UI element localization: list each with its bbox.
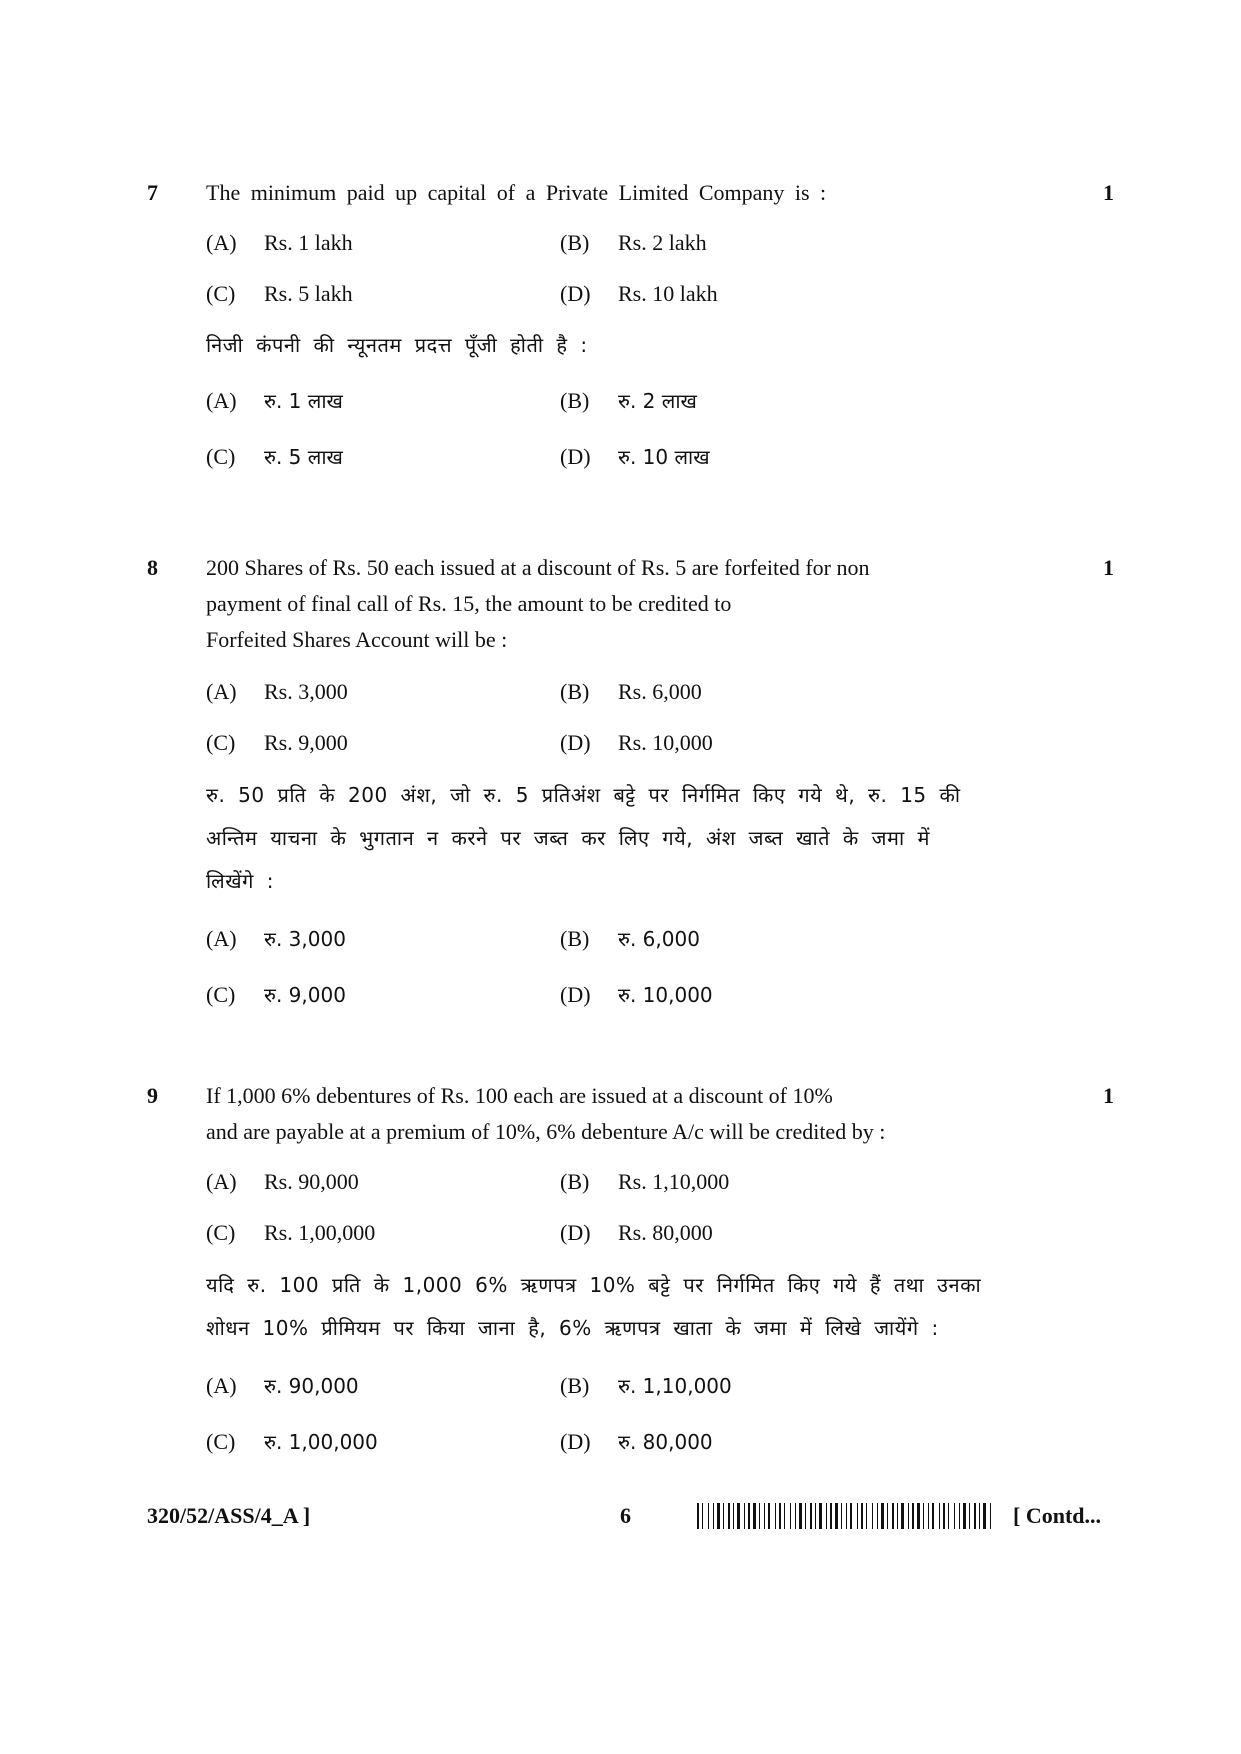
option-b-english: (B) Rs. 6,000 (560, 679, 702, 704)
option-a-english: (A) Rs. 3,000 (206, 679, 348, 704)
continued-label: [ Contd... (1013, 1503, 1102, 1528)
question-text-hindi: निजी कंपनी की न्यूनतम प्रदत्त पूँजी होती है : (206, 333, 588, 357)
option-d-hindi: (D) रु. 10 लाख (560, 444, 710, 469)
option-c-english: (C) Rs. 1,00,000 (206, 1220, 376, 1245)
option-a-english: (A) Rs. 90,000 (206, 1169, 359, 1194)
option-a-english: (A) Rs. 1 lakh (206, 230, 353, 255)
question-marks: 1 (1103, 555, 1114, 580)
question-marks: 1 (1103, 180, 1114, 205)
option-b-english: (B) Rs. 1,10,000 (560, 1169, 730, 1194)
option-b-hindi: (B) रु. 2 लाख (560, 388, 697, 413)
option-b-hindi: (B) रु. 1,10,000 (560, 1373, 732, 1398)
option-d-english: (D) Rs. 80,000 (560, 1220, 713, 1245)
option-d-hindi: (D) रु. 10,000 (560, 982, 713, 1007)
option-b-hindi: (B) रु. 6,000 (560, 926, 700, 951)
page-number: 6 (620, 1503, 631, 1528)
question-text-english: If 1,000 6% debentures of Rs. 100 each are issued at a discount of 10% and are payable at a premium of 10%, 6% debenture A/c will be credited by : (206, 1083, 886, 1144)
option-c-english: (C) Rs. 5 lakh (206, 281, 353, 306)
question-number: 9 (147, 1083, 158, 1108)
question-number: 7 (147, 180, 158, 205)
option-d-hindi: (D) रु. 80,000 (560, 1429, 713, 1454)
option-b-english: (B) Rs. 2 lakh (560, 230, 707, 255)
option-c-hindi: (C) रु. 5 लाख (206, 444, 343, 469)
option-c-hindi: (C) रु. 1,00,000 (206, 1429, 378, 1454)
question-marks: 1 (1103, 1083, 1114, 1108)
option-c-english: (C) Rs. 9,000 (206, 730, 348, 755)
option-d-english: (D) Rs. 10 lakh (560, 281, 718, 306)
option-a-hindi: (A) रु. 3,000 (206, 926, 346, 951)
question-text-english: The minimum paid up capital of a Private Limited Company is : (206, 180, 827, 205)
option-a-hindi: (A) रु. 1 लाख (206, 388, 343, 413)
question-text-english: 200 Shares of Rs. 50 each issued at a discount of Rs. 5 are forfeited for non payment of final call of Rs. 15, the amount to be credited to Forfeited Shares Account will be : (206, 555, 870, 652)
option-c-hindi: (C) रु. 9,000 (206, 982, 346, 1007)
question-text-hindi: यदि रु. 100 प्रति के 1,000 6% ऋणपत्र 10% बट्टे पर निर्गमित किए गये हैं तथा उनका शोधन 10% प्रीमियम पर किया जाना है, 6% ऋणपत्र खाता के जमा में लिखे जायेंगे : (206, 1273, 982, 1340)
question-text-hindi: रु. 50 प्रति के 200 अंश, जो रु. 5 प्रतिअंश बट्टे पर निर्गमित किए गये थे, रु. 15 की अन्तिम याचना के भुगतान न करने पर जब्त कर लिए गये, अंश जब्त खाते के जमा में लिखेंगे : (206, 783, 961, 893)
paper-code: 320/52/ASS/4_A ] (147, 1503, 311, 1528)
option-a-hindi: (A) रु. 90,000 (206, 1373, 359, 1398)
page-footer (0, 1498, 1241, 1538)
barcode-icon (697, 1503, 997, 1529)
question-number: 8 (147, 555, 158, 580)
option-d-english: (D) Rs. 10,000 (560, 730, 713, 755)
